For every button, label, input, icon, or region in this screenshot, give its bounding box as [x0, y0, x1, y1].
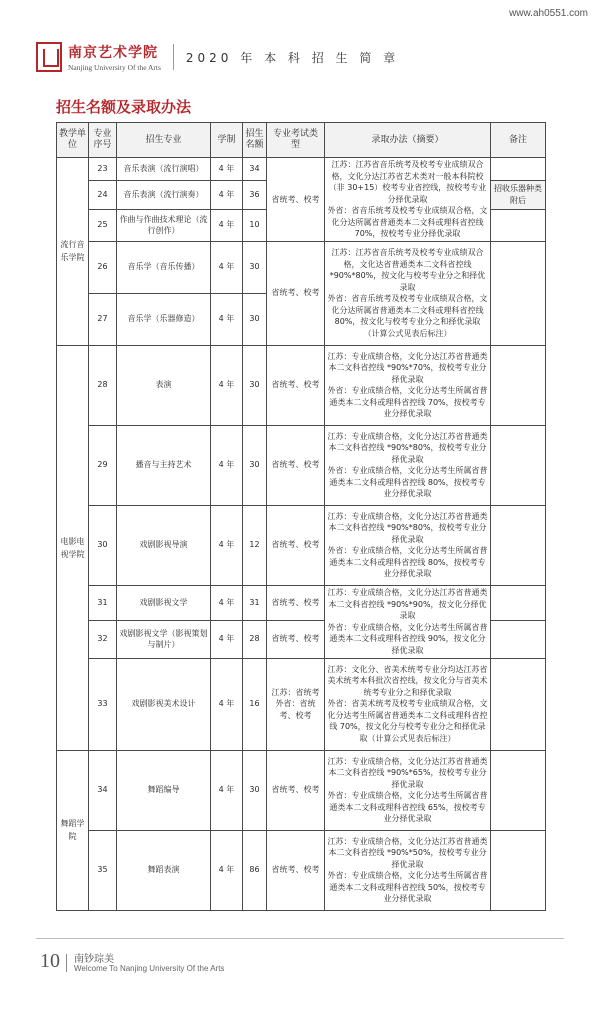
years-cell: 4 年 [211, 830, 243, 910]
note-cell [491, 830, 546, 910]
exam-cell: 省统考、校考 [267, 158, 325, 242]
seq-cell: 28 [89, 345, 117, 425]
quota-cell: 28 [243, 620, 267, 658]
page-footer [36, 938, 564, 978]
logo-english-name: Nanjing University Of the Arts [68, 63, 161, 72]
seq-cell: 31 [89, 585, 117, 620]
site-watermark: www.ah0551.com [509, 8, 588, 19]
quota-cell: 30 [243, 293, 267, 345]
quota-cell: 86 [243, 830, 267, 910]
quota-cell: 36 [243, 180, 267, 209]
footer-separator [66, 954, 67, 972]
seq-cell: 33 [89, 658, 117, 750]
dept-cell: 流行音乐学院 [57, 158, 89, 346]
university-logo [68, 42, 161, 72]
exam-cell: 省统考、校考 [267, 241, 325, 345]
header-divider [173, 44, 174, 70]
table-row [57, 658, 546, 750]
years-cell: 4 年 [211, 658, 243, 750]
method-cell: 江苏：专业成绩合格，文化分达江苏省普通类本二文科省控线 *90%*90%，按文化分择优录取 外省：专业成绩合格，文化分达考生所属省普通类本二文科或理科省控线 90%，按文化分择优录取 [325, 585, 491, 658]
table-row [57, 158, 546, 181]
table-row [57, 830, 546, 910]
header-major: 招生专业 [117, 123, 211, 158]
university-seal-icon [36, 42, 62, 72]
major-cell: 作曲与作曲技术理论（流行创作） [117, 209, 211, 241]
note-cell [491, 750, 546, 830]
exam-cell: 省统考、校考 [267, 425, 325, 505]
method-cell: 江苏：专业成绩合格，文化分达江苏省普通类本二文科省控线 *90%*50%，按校考专业分择优录取 外省：专业成绩合格，文化分达考生所属省普通类本二文科或理科省控线 50%，按校考专业分择优录取 [325, 830, 491, 910]
header-exam: 专业考试类型 [267, 123, 325, 158]
method-cell: 江苏：文化分、省美术统考专业分均达江苏省美术统考本科批次省控线，按文化分与省美术统考专业分之和择优录取 外省：省美术统考及校考专业成绩双合格，文化分达考生所属省普通类本二文科或理科省控线 70%，按文化分与校考专业分之和择优录取（计算公式见表后标注） [325, 658, 491, 750]
method-cell: 江苏：专业成绩合格，文化分达江苏省普通类本二文科省控线 *90%*65%，按校考专业分择优录取 外省：专业成绩合格，文化分达考生所属省普通类本二文科或理科省控线 65%，按校考专业分择优录取 [325, 750, 491, 830]
method-cell: 江苏：专业成绩合格，文化分达江苏省普通类本二文科省控线 *90%*80%，按校考专业分择优录取 外省：专业成绩合格，文化分达考生所属省普通类本二文科或理科省控线 80%，按校考专业分择优录取 [325, 505, 491, 585]
note-cell [491, 425, 546, 505]
years-cell: 4 年 [211, 505, 243, 585]
years-cell: 4 年 [211, 241, 243, 293]
years-cell: 4 年 [211, 180, 243, 209]
major-cell: 音乐表演（流行演奏） [117, 180, 211, 209]
major-cell: 舞蹈表演 [117, 830, 211, 910]
exam-cell: 省统考、校考 [267, 830, 325, 910]
major-cell: 戏剧影视文学（影视策划与制片） [117, 620, 211, 658]
admissions-table [56, 122, 546, 911]
note-cell [491, 505, 546, 585]
seq-cell: 27 [89, 293, 117, 345]
seq-cell: 29 [89, 425, 117, 505]
quota-cell: 34 [243, 158, 267, 181]
note-cell [491, 209, 546, 241]
seq-cell: 23 [89, 158, 117, 181]
exam-cell: 省统考、校考 [267, 620, 325, 658]
exam-cell: 江苏：省统考外省：省统考、校考 [267, 658, 325, 750]
years-cell: 4 年 [211, 425, 243, 505]
quota-cell: 30 [243, 425, 267, 505]
note-cell [491, 620, 546, 658]
years-cell: 4 年 [211, 620, 243, 658]
note-cell [491, 158, 546, 181]
major-cell: 戏剧影视美术设计 [117, 658, 211, 750]
page-header [36, 36, 576, 78]
header-dept: 教学单位 [57, 123, 89, 158]
quota-cell: 12 [243, 505, 267, 585]
years-cell: 4 年 [211, 750, 243, 830]
header-years: 学制 [211, 123, 243, 158]
exam-cell: 省统考、校考 [267, 585, 325, 620]
footer-divider [36, 938, 564, 939]
header-quota: 招生名额 [243, 123, 267, 158]
header-seq: 专业序号 [89, 123, 117, 158]
logo-chinese-name: 南京艺术学院 [68, 45, 158, 61]
header-note: 备注 [491, 123, 546, 158]
quota-cell: 16 [243, 658, 267, 750]
quota-cell: 31 [243, 585, 267, 620]
quota-cell: 30 [243, 241, 267, 293]
years-cell: 4 年 [211, 585, 243, 620]
exam-cell: 省统考、校考 [267, 750, 325, 830]
major-cell: 音乐学（音乐传播） [117, 241, 211, 293]
exam-cell: 省统考、校考 [267, 505, 325, 585]
footer-slogan-en: Welcome To Nanjing University Of the Arts [74, 964, 225, 973]
dept-cell: 舞蹈学院 [57, 750, 89, 910]
brochure-title: 2020 年 本 科 招 生 简 章 [185, 50, 400, 65]
table-row [57, 345, 546, 425]
quota-cell: 30 [243, 345, 267, 425]
note-cell [491, 241, 546, 345]
quota-cell: 10 [243, 209, 267, 241]
method-cell: 江苏：专业成绩合格，文化分达江苏省普通类本二文科省控线 *90%*70%，按校考专业分择优录取 外省：专业成绩合格，文化分达考生所属省普通类本二文科或理科省控线 70%，按校考专业分择优录取 [325, 345, 491, 425]
seq-cell: 35 [89, 830, 117, 910]
major-cell: 音乐表演（流行演唱） [117, 158, 211, 181]
table-row [57, 425, 546, 505]
major-cell: 戏剧影视导演 [117, 505, 211, 585]
table-row [57, 585, 546, 620]
major-cell: 音乐学（乐器修造） [117, 293, 211, 345]
method-cell: 江苏：江苏省音乐统考及校考专业成绩双合格，文化分达江苏省艺术类对一般本科院校（非 30+15）校考专业省控线，按校考专业分择优录取 外省：省音乐统考及校考专业成绩双合格，文化分达所属省普通类本二文科或理科省控线 70%，按校考专业分择优录取 [325, 158, 491, 242]
table-row [57, 505, 546, 585]
years-cell: 4 年 [211, 293, 243, 345]
seq-cell: 30 [89, 505, 117, 585]
note-cell [491, 658, 546, 750]
table-header-row [57, 123, 546, 158]
seq-cell: 25 [89, 209, 117, 241]
note-cell [491, 585, 546, 620]
note-cell [491, 345, 546, 425]
header-method: 录取办法（摘要） [325, 123, 491, 158]
major-cell: 舞蹈编导 [117, 750, 211, 830]
major-cell: 戏剧影视文学 [117, 585, 211, 620]
exam-cell: 省统考、校考 [267, 345, 325, 425]
seq-cell: 32 [89, 620, 117, 658]
table-row [57, 241, 546, 293]
footer-slogan-cn: 南钞琮美 [74, 954, 114, 965]
major-cell: 播音与主持艺术 [117, 425, 211, 505]
method-cell: 江苏：专业成绩合格，文化分达江苏省普通类本二文科省控线 *90%*80%，按校考专业分择优录取 外省：专业成绩合格，文化分达考生所属省普通类本二文科或理科省控线 80%，按校考专业分择优录取 [325, 425, 491, 505]
major-cell: 表演 [117, 345, 211, 425]
years-cell: 4 年 [211, 158, 243, 181]
seq-cell: 34 [89, 750, 117, 830]
quota-cell: 30 [243, 750, 267, 830]
seq-cell: 24 [89, 180, 117, 209]
page-number: 10 [40, 950, 60, 972]
dept-cell: 电影电视学院 [57, 345, 89, 750]
section-title: 招生名额及录取办法 [56, 98, 192, 116]
years-cell: 4 年 [211, 209, 243, 241]
method-cell: 江苏：江苏省音乐统考及校考专业成绩双合格，文化达省普通类本二文科省控线 *90%*80%，按文化与校考专业分之和择优录取 外省：省音乐统考及校考专业成绩双合格，文化分达所属省普通类本二文科或理科省控线 80%，按文化与校考专业分之和择优录取（计算公式见表后标注） [325, 241, 491, 345]
table-row [57, 750, 546, 830]
note-cell: 招收乐器种类附后 [491, 180, 546, 209]
years-cell: 4 年 [211, 345, 243, 425]
seq-cell: 26 [89, 241, 117, 293]
